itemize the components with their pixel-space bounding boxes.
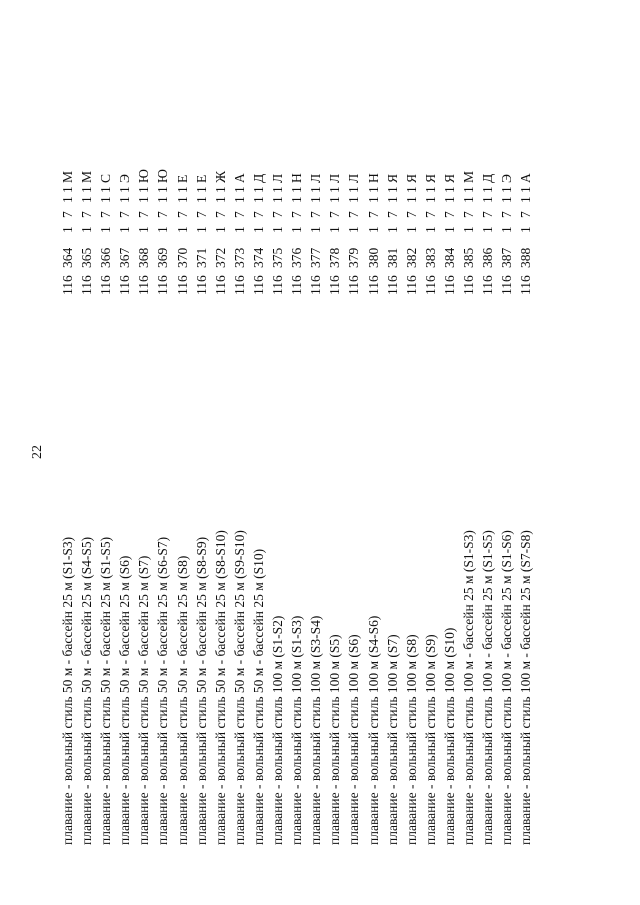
code-part: 7 xyxy=(518,211,534,218)
code-part: 1 xyxy=(327,226,343,233)
code-letter: Н xyxy=(365,173,381,183)
code-number: 376 xyxy=(289,247,305,268)
code-part: 1 xyxy=(117,226,133,233)
code-part: 1 xyxy=(365,196,381,203)
discipline-name: плавание - вольный стиль 50 м - бассейн 25 м (S1-S5) xyxy=(98,536,114,845)
discipline-name: плавание - вольный стиль 50 м - бассейн 25 м (S8-S10) xyxy=(212,530,228,845)
code-part: 116 xyxy=(289,275,305,295)
code-part: 7 xyxy=(193,211,209,218)
code-number: 380 xyxy=(365,247,381,268)
code-part: 1 xyxy=(79,226,95,233)
code-part: 7 xyxy=(327,211,343,218)
discipline-name: плавание - вольный стиль 50 м - бассейн 25 м (S7) xyxy=(136,555,152,845)
code-part: 7 xyxy=(117,211,133,218)
code-row xyxy=(344,65,363,295)
code-part: 1 xyxy=(289,186,305,193)
code-part: 116 xyxy=(60,275,75,295)
code-part: 1 xyxy=(250,186,266,193)
code-letter: Д xyxy=(480,173,496,183)
code-letter: А xyxy=(518,173,534,183)
code-number: 364 xyxy=(60,247,75,268)
code-part: 1 xyxy=(250,226,266,233)
code-part: 7 xyxy=(460,211,476,218)
code-part: 1 xyxy=(403,186,419,193)
code-part: 1 xyxy=(231,196,247,203)
code-part: 1 xyxy=(98,186,114,193)
code-row xyxy=(96,65,115,295)
code-letter: Ю xyxy=(155,169,171,183)
code-number: 369 xyxy=(155,247,171,268)
code-part: 1 xyxy=(193,196,209,203)
code-number: 367 xyxy=(117,247,133,268)
page-number: 22 xyxy=(30,445,45,459)
discipline-name: плавание - вольный стиль 50 м - бассейн 25 м (S8-S9) xyxy=(193,536,209,845)
code-number: 368 xyxy=(136,247,152,268)
code-part: 1 xyxy=(231,226,247,233)
code-number: 371 xyxy=(193,247,209,268)
code-row xyxy=(306,65,325,295)
discipline-name: плавание - вольный стиль 100 м - бассейн 25 м (S7-S8) xyxy=(518,530,534,845)
code-row xyxy=(173,65,192,295)
code-part: 7 xyxy=(441,211,457,218)
code-letter: Л xyxy=(346,173,362,183)
code-part: 1 xyxy=(499,196,515,203)
code-part: 1 xyxy=(422,186,438,193)
code-number: 374 xyxy=(250,247,266,268)
code-row xyxy=(268,65,287,295)
code-row xyxy=(134,65,153,295)
code-part: 1 xyxy=(212,196,228,203)
code-part: 116 xyxy=(365,275,381,295)
discipline-name: плавание - вольный стиль 50 м - бассейн 25 м (S6-S7) xyxy=(155,536,171,845)
discipline-name: плавание - вольный стиль 100 м (S5) xyxy=(327,634,343,845)
code-part: 1 xyxy=(499,186,515,193)
code-part: 1 xyxy=(403,226,419,233)
code-part: 7 xyxy=(384,211,400,218)
code-letter: Э xyxy=(499,174,515,183)
discipline-name: плавание - вольный стиль 100 м (S6) xyxy=(346,634,362,845)
code-part: 1 xyxy=(60,226,75,233)
code-part: 116 xyxy=(117,275,133,295)
code-row xyxy=(459,65,478,295)
code-letter: Я xyxy=(403,173,419,183)
code-part: 116 xyxy=(518,275,534,295)
discipline-name: плавание - вольный стиль 50 м - бассейн 25 м (S10) xyxy=(250,548,266,845)
code-row xyxy=(58,65,77,295)
code-part: 1 xyxy=(384,226,400,233)
code-part: 1 xyxy=(79,186,95,193)
code-part: 1 xyxy=(98,196,114,203)
code-part: 116 xyxy=(270,275,286,295)
discipline-name: плавание - вольный стиль 100 м - бассейн 25 м (S1-S5) xyxy=(480,530,496,845)
code-part: 1 xyxy=(155,186,171,193)
code-row xyxy=(325,65,344,295)
code-letter: М xyxy=(60,170,75,183)
code-part: 1 xyxy=(270,186,286,193)
code-part: 116 xyxy=(441,275,457,295)
code-part: 7 xyxy=(346,211,362,218)
code-part: 1 xyxy=(289,226,305,233)
code-part: 1 xyxy=(193,226,209,233)
code-letter: Я xyxy=(422,173,438,183)
code-part: 7 xyxy=(155,211,171,218)
code-number: 375 xyxy=(270,247,286,268)
code-number: 387 xyxy=(499,247,515,268)
discipline-name: плавание - вольный стиль 50 м - бассейн 25 м (S6) xyxy=(117,555,133,845)
code-letter: Л xyxy=(327,173,343,183)
code-part: 1 xyxy=(60,186,75,193)
code-part: 7 xyxy=(422,211,438,218)
code-part: 1 xyxy=(365,186,381,193)
code-row xyxy=(192,65,211,295)
code-part: 1 xyxy=(136,226,152,233)
discipline-name: плавание - вольный стиль 100 м (S3-S4) xyxy=(308,615,324,845)
code-part: 1 xyxy=(422,196,438,203)
code-letter: Д xyxy=(250,173,266,183)
code-part: 116 xyxy=(212,275,228,295)
code-part: 1 xyxy=(346,196,362,203)
code-number: 386 xyxy=(480,247,496,268)
code-part: 116 xyxy=(422,275,438,295)
code-letter: С xyxy=(98,173,114,183)
code-part: 116 xyxy=(460,275,476,295)
code-part: 116 xyxy=(174,275,190,295)
discipline-names-column xyxy=(58,425,535,845)
code-row xyxy=(402,65,421,295)
code-part: 116 xyxy=(136,275,152,295)
code-part: 116 xyxy=(193,275,209,295)
discipline-codes-column xyxy=(58,65,535,295)
code-part: 7 xyxy=(289,211,305,218)
code-letter: Я xyxy=(441,173,457,183)
code-part: 1 xyxy=(499,226,515,233)
discipline-name: плавание - вольный стиль 50 м - бассейн 25 м (S9-S10) xyxy=(231,530,247,845)
code-part: 1 xyxy=(174,226,190,233)
code-part: 1 xyxy=(308,196,324,203)
code-letter: М xyxy=(460,170,476,183)
code-row xyxy=(421,65,440,295)
code-number: 388 xyxy=(518,247,534,268)
discipline-name: плавание - вольный стиль 100 м (S1-S3) xyxy=(289,615,305,845)
code-number: 379 xyxy=(346,247,362,268)
code-row xyxy=(478,65,497,295)
code-part: 116 xyxy=(346,275,362,295)
code-part: 1 xyxy=(518,186,534,193)
code-number: 381 xyxy=(384,247,400,268)
discipline-name: плавание - вольный стиль 50 м - бассейн 25 м (S4-S5) xyxy=(79,536,95,845)
code-part: 116 xyxy=(155,275,171,295)
code-part: 1 xyxy=(270,196,286,203)
code-part: 1 xyxy=(174,196,190,203)
code-row xyxy=(440,65,459,295)
code-part: 1 xyxy=(136,186,152,193)
code-part: 7 xyxy=(212,211,228,218)
code-row xyxy=(364,65,383,295)
code-letter: Ж xyxy=(212,170,228,183)
code-letter: А xyxy=(231,173,247,183)
code-letter: Л xyxy=(308,173,324,183)
code-part: 116 xyxy=(480,275,496,295)
code-number: 383 xyxy=(422,247,438,268)
code-letter: Э xyxy=(117,174,133,183)
code-part: 116 xyxy=(499,275,515,295)
code-part: 1 xyxy=(270,226,286,233)
discipline-name: плавание - вольный стиль 50 м - бассейн 25 м (S8) xyxy=(174,555,190,845)
code-part: 1 xyxy=(289,196,305,203)
code-letter: Е xyxy=(193,174,209,183)
code-number: 378 xyxy=(327,247,343,268)
code-part: 7 xyxy=(174,211,190,218)
code-part: 1 xyxy=(212,186,228,193)
code-part: 1 xyxy=(384,186,400,193)
code-part: 1 xyxy=(441,196,457,203)
code-part: 1 xyxy=(422,226,438,233)
code-part: 1 xyxy=(60,196,75,203)
code-part: 1 xyxy=(98,226,114,233)
code-part: 1 xyxy=(460,196,476,203)
code-letter: Н xyxy=(289,173,305,183)
code-part: 1 xyxy=(250,196,266,203)
code-part: 1 xyxy=(117,186,133,193)
code-part: 1 xyxy=(346,186,362,193)
code-part: 116 xyxy=(403,275,419,295)
code-number: 382 xyxy=(403,247,419,268)
code-part: 1 xyxy=(117,196,133,203)
code-part: 7 xyxy=(403,211,419,218)
code-part: 1 xyxy=(460,226,476,233)
code-part: 1 xyxy=(518,196,534,203)
code-part: 7 xyxy=(499,211,515,218)
code-part: 7 xyxy=(480,211,496,218)
code-row xyxy=(77,65,96,295)
code-part: 116 xyxy=(250,275,266,295)
code-number: 370 xyxy=(174,247,190,268)
code-part: 1 xyxy=(403,196,419,203)
code-part: 116 xyxy=(231,275,247,295)
code-part: 1 xyxy=(460,186,476,193)
code-row xyxy=(230,65,249,295)
code-part: 1 xyxy=(136,196,152,203)
code-part: 116 xyxy=(98,275,114,295)
discipline-name: плавание - вольный стиль 100 м - бассейн 25 м (S1-S3) xyxy=(460,530,476,845)
code-row xyxy=(115,65,134,295)
code-part: 7 xyxy=(136,211,152,218)
code-part: 1 xyxy=(365,226,381,233)
code-row xyxy=(153,65,172,295)
discipline-name: плавание - вольный стиль 100 м (S10) xyxy=(441,627,457,845)
code-number: 366 xyxy=(98,247,114,268)
code-part: 7 xyxy=(365,211,381,218)
code-letter: Л xyxy=(270,173,286,183)
code-part: 7 xyxy=(270,211,286,218)
code-part: 1 xyxy=(79,196,95,203)
code-part: 1 xyxy=(441,186,457,193)
code-number: 373 xyxy=(231,247,247,268)
discipline-name: плавание - вольный стиль 100 м - бассейн 25 м (S1-S6) xyxy=(499,530,515,845)
code-row xyxy=(211,65,230,295)
discipline-name: плавание - вольный стиль 100 м (S7) xyxy=(384,634,400,845)
discipline-name: плавание - вольный стиль 100 м (S1-S2) xyxy=(270,615,286,845)
code-part: 1 xyxy=(193,186,209,193)
code-part: 1 xyxy=(308,186,324,193)
code-part: 7 xyxy=(250,211,266,218)
code-part: 1 xyxy=(480,196,496,203)
code-part: 1 xyxy=(480,226,496,233)
code-part: 1 xyxy=(231,186,247,193)
code-row xyxy=(516,65,535,295)
code-number: 385 xyxy=(460,247,476,268)
code-letter: М xyxy=(79,170,95,183)
code-part: 1 xyxy=(384,196,400,203)
discipline-name: плавание - вольный стиль 100 м (S8) xyxy=(403,634,419,845)
code-part: 7 xyxy=(60,211,75,218)
code-part: 1 xyxy=(518,226,534,233)
code-part: 7 xyxy=(98,211,114,218)
code-part: 1 xyxy=(308,226,324,233)
code-row xyxy=(497,65,516,295)
code-number: 377 xyxy=(308,247,324,268)
code-number: 372 xyxy=(212,247,228,268)
code-letter: Я xyxy=(384,173,400,183)
code-part: 7 xyxy=(79,211,95,218)
discipline-name: плавание - вольный стиль 100 м (S9) xyxy=(422,634,438,845)
discipline-name: плавание - вольный стиль 100 м (S4-S6) xyxy=(365,615,381,845)
code-part: 1 xyxy=(212,226,228,233)
code-part: 116 xyxy=(327,275,343,295)
code-row xyxy=(287,65,306,295)
code-part: 1 xyxy=(327,196,343,203)
code-part: 1 xyxy=(441,226,457,233)
code-part: 116 xyxy=(308,275,324,295)
code-part: 7 xyxy=(231,211,247,218)
code-row xyxy=(249,65,268,295)
code-letter: Е xyxy=(174,174,190,183)
code-part: 1 xyxy=(327,186,343,193)
code-letter: Ю xyxy=(136,169,152,183)
code-number: 384 xyxy=(441,247,457,268)
code-number: 365 xyxy=(79,247,95,268)
code-part: 1 xyxy=(346,226,362,233)
code-part: 1 xyxy=(174,186,190,193)
code-row xyxy=(383,65,402,295)
code-part: 1 xyxy=(155,226,171,233)
code-part: 1 xyxy=(155,196,171,203)
code-part: 116 xyxy=(79,275,95,295)
code-part: 1 xyxy=(480,186,496,193)
discipline-name: плавание - вольный стиль 50 м - бассейн 25 м (S1-S3) xyxy=(60,536,75,845)
code-part: 7 xyxy=(308,211,324,218)
code-part: 116 xyxy=(384,275,400,295)
